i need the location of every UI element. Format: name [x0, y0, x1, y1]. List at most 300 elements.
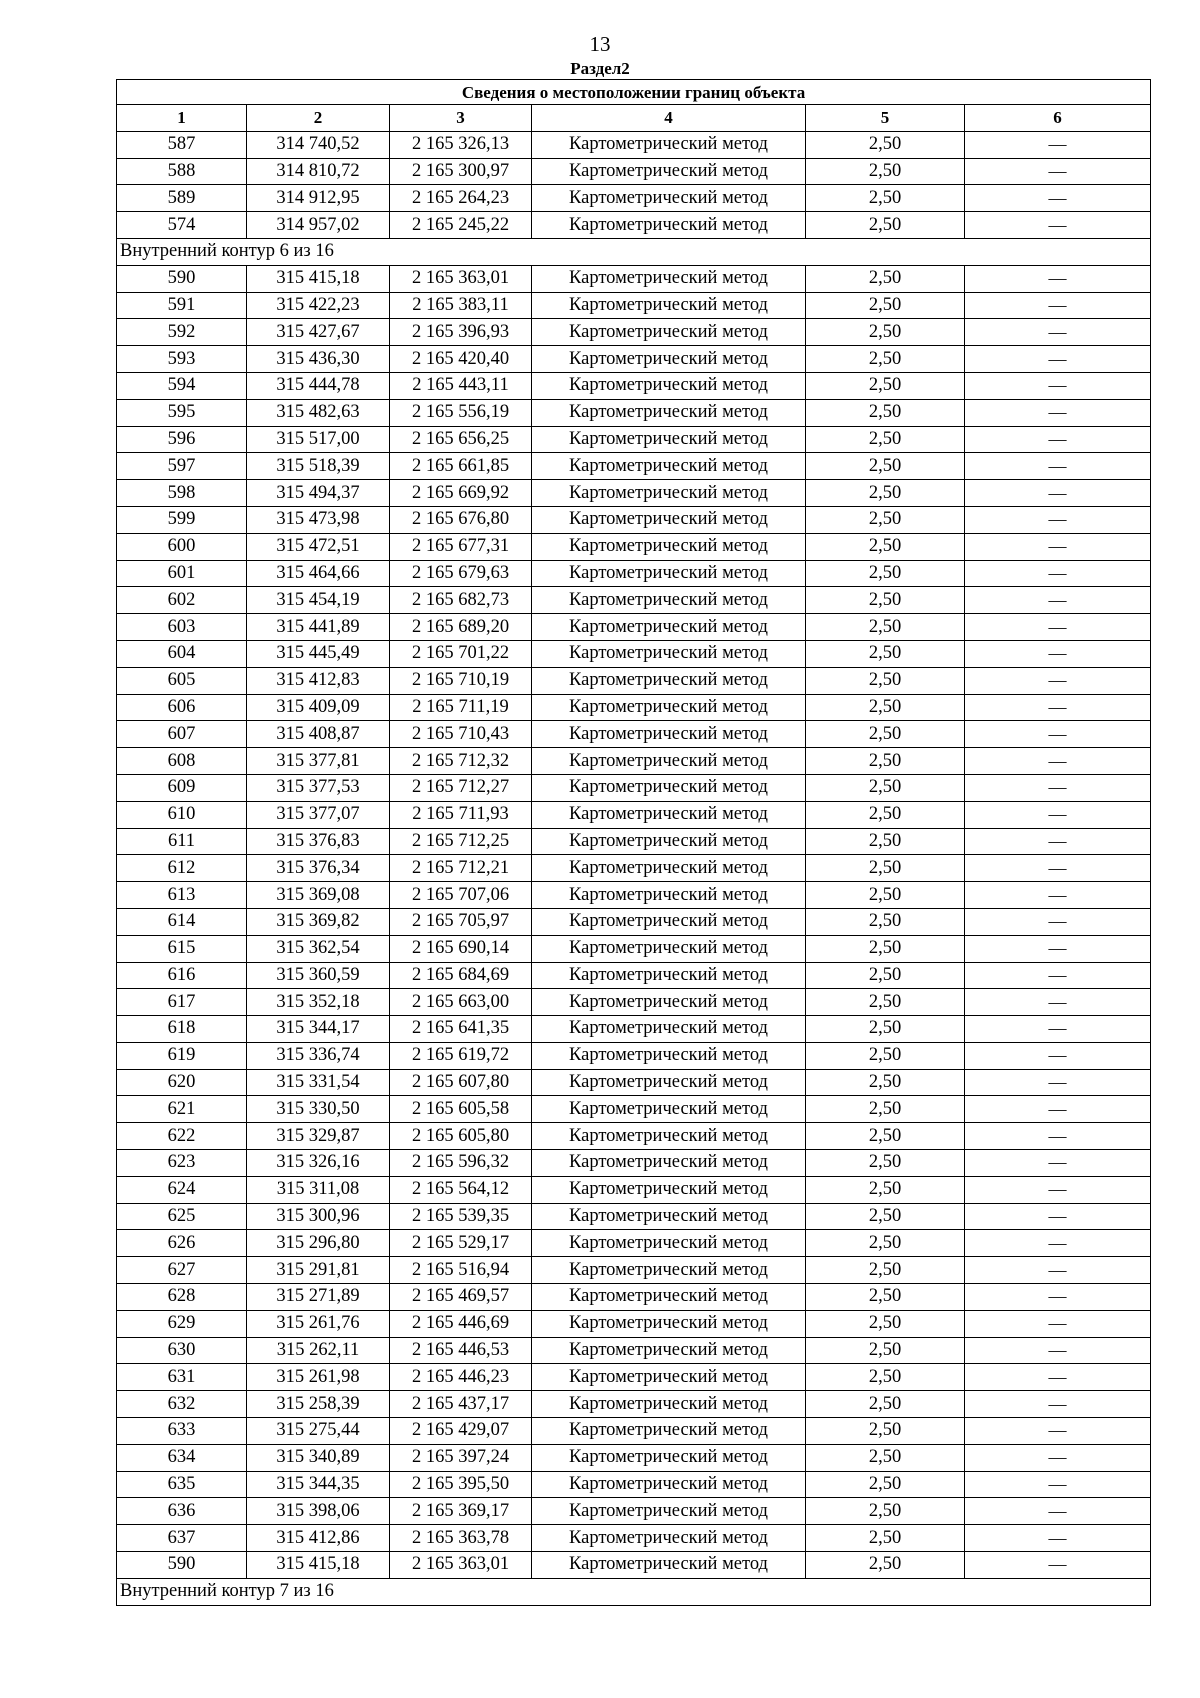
- accuracy-cell: 2,50: [806, 372, 965, 399]
- accuracy-cell: 2,50: [806, 1391, 965, 1418]
- note-cell: —: [965, 748, 1151, 775]
- note-cell: —: [965, 158, 1151, 185]
- note-cell: —: [965, 1552, 1151, 1579]
- column-header: 5: [806, 105, 965, 132]
- point-number-cell: 602: [117, 587, 247, 614]
- note-cell: —: [965, 1284, 1151, 1311]
- method-cell: Картометрический метод: [532, 855, 806, 882]
- accuracy-cell: 2,50: [806, 319, 965, 346]
- accuracy-cell: 2,50: [806, 935, 965, 962]
- accuracy-cell: 2,50: [806, 1176, 965, 1203]
- y-coordinate-cell: 2 165 516,94: [390, 1257, 532, 1284]
- contour-label: Внутренний контур 6 из 16: [117, 238, 1151, 265]
- y-coordinate-cell: 2 165 326,13: [390, 131, 532, 158]
- method-cell: Картометрический метод: [532, 1150, 806, 1177]
- table-row: [117, 1069, 1151, 1096]
- table-row: [117, 614, 1151, 641]
- table-row: [117, 212, 1151, 239]
- x-coordinate-cell: 315 473,98: [247, 506, 390, 533]
- method-cell: Картометрический метод: [532, 506, 806, 533]
- y-coordinate-cell: 2 165 397,24: [390, 1444, 532, 1471]
- table-row: [117, 1230, 1151, 1257]
- accuracy-cell: 2,50: [806, 801, 965, 828]
- point-number-cell: 614: [117, 908, 247, 935]
- y-coordinate-cell: 2 165 363,01: [390, 265, 532, 292]
- column-header: 6: [965, 105, 1151, 132]
- point-number-cell: 599: [117, 506, 247, 533]
- page-number: 13: [589, 32, 611, 56]
- table-row: [117, 1471, 1151, 1498]
- accuracy-cell: 2,50: [806, 828, 965, 855]
- table-row: [117, 480, 1151, 507]
- column-header: 4: [532, 105, 806, 132]
- point-number-cell: 628: [117, 1284, 247, 1311]
- point-number-cell: 603: [117, 614, 247, 641]
- accuracy-cell: 2,50: [806, 292, 965, 319]
- method-cell: Картометрический метод: [532, 1257, 806, 1284]
- y-coordinate-cell: 2 165 264,23: [390, 185, 532, 212]
- x-coordinate-cell: 315 329,87: [247, 1123, 390, 1150]
- y-coordinate-cell: 2 165 689,20: [390, 614, 532, 641]
- y-coordinate-cell: 2 165 707,06: [390, 882, 532, 909]
- method-cell: Картометрический метод: [532, 1123, 806, 1150]
- method-cell: Картометрический метод: [532, 1337, 806, 1364]
- method-cell: Картометрический метод: [532, 748, 806, 775]
- table-row: [117, 399, 1151, 426]
- point-number-cell: 617: [117, 989, 247, 1016]
- method-cell: Картометрический метод: [532, 989, 806, 1016]
- y-coordinate-cell: 2 165 701,22: [390, 640, 532, 667]
- x-coordinate-cell: 315 296,80: [247, 1230, 390, 1257]
- table-row: [117, 1016, 1151, 1043]
- y-coordinate-cell: 2 165 396,93: [390, 319, 532, 346]
- note-cell: —: [965, 962, 1151, 989]
- note-cell: —: [965, 1123, 1151, 1150]
- point-number-cell: 624: [117, 1176, 247, 1203]
- table-row: [117, 801, 1151, 828]
- accuracy-cell: 2,50: [806, 346, 965, 373]
- accuracy-cell: 2,50: [806, 1471, 965, 1498]
- point-number-cell: 629: [117, 1310, 247, 1337]
- column-header: 1: [117, 105, 247, 132]
- y-coordinate-cell: 2 165 690,14: [390, 935, 532, 962]
- note-cell: —: [965, 1498, 1151, 1525]
- note-cell: —: [965, 292, 1151, 319]
- y-coordinate-cell: 2 165 684,69: [390, 962, 532, 989]
- accuracy-cell: 2,50: [806, 185, 965, 212]
- table-row: [117, 774, 1151, 801]
- point-number-cell: 621: [117, 1096, 247, 1123]
- x-coordinate-cell: 315 441,89: [247, 614, 390, 641]
- y-coordinate-cell: 2 165 677,31: [390, 533, 532, 560]
- point-number-cell: 635: [117, 1471, 247, 1498]
- x-coordinate-cell: 315 262,11: [247, 1337, 390, 1364]
- note-cell: —: [965, 185, 1151, 212]
- table-row: [117, 1337, 1151, 1364]
- method-cell: Картометрический метод: [532, 1096, 806, 1123]
- method-cell: Картометрический метод: [532, 533, 806, 560]
- accuracy-cell: 2,50: [806, 265, 965, 292]
- method-cell: Картометрический метод: [532, 1069, 806, 1096]
- note-cell: —: [965, 1176, 1151, 1203]
- method-cell: Картометрический метод: [532, 908, 806, 935]
- note-cell: —: [965, 1203, 1151, 1230]
- accuracy-cell: 2,50: [806, 1364, 965, 1391]
- x-coordinate-cell: 315 412,86: [247, 1525, 390, 1552]
- note-cell: —: [965, 1418, 1151, 1445]
- accuracy-cell: 2,50: [806, 1284, 965, 1311]
- x-coordinate-cell: 315 326,16: [247, 1150, 390, 1177]
- note-cell: —: [965, 1042, 1151, 1069]
- method-cell: Картометрический метод: [532, 292, 806, 319]
- table-row: [117, 748, 1151, 775]
- accuracy-cell: 2,50: [806, 774, 965, 801]
- point-number-cell: 588: [117, 158, 247, 185]
- table-row: [117, 1552, 1151, 1579]
- method-cell: Картометрический метод: [532, 319, 806, 346]
- accuracy-cell: 2,50: [806, 1444, 965, 1471]
- method-cell: Картометрический метод: [532, 962, 806, 989]
- accuracy-cell: 2,50: [806, 1310, 965, 1337]
- table-row: [117, 1096, 1151, 1123]
- note-cell: —: [965, 855, 1151, 882]
- table-row: [117, 667, 1151, 694]
- point-number-cell: 587: [117, 131, 247, 158]
- point-number-cell: 633: [117, 1418, 247, 1445]
- note-cell: —: [965, 506, 1151, 533]
- x-coordinate-cell: 315 412,83: [247, 667, 390, 694]
- x-coordinate-cell: 315 360,59: [247, 962, 390, 989]
- y-coordinate-cell: 2 165 712,32: [390, 748, 532, 775]
- x-coordinate-cell: 315 408,87: [247, 721, 390, 748]
- y-coordinate-cell: 2 165 679,63: [390, 560, 532, 587]
- x-coordinate-cell: 315 482,63: [247, 399, 390, 426]
- x-coordinate-cell: 315 369,82: [247, 908, 390, 935]
- table-row: [117, 587, 1151, 614]
- x-coordinate-cell: 315 445,49: [247, 640, 390, 667]
- note-cell: —: [965, 667, 1151, 694]
- table-row: [117, 1150, 1151, 1177]
- note-cell: —: [965, 426, 1151, 453]
- y-coordinate-cell: 2 165 564,12: [390, 1176, 532, 1203]
- point-number-cell: 600: [117, 533, 247, 560]
- column-header: 3: [390, 105, 532, 132]
- y-coordinate-cell: 2 165 712,21: [390, 855, 532, 882]
- method-cell: Картометрический метод: [532, 640, 806, 667]
- x-coordinate-cell: 315 517,00: [247, 426, 390, 453]
- table-row: [117, 560, 1151, 587]
- accuracy-cell: 2,50: [806, 1096, 965, 1123]
- point-number-cell: 606: [117, 694, 247, 721]
- point-number-cell: 590: [117, 265, 247, 292]
- point-number-cell: 627: [117, 1257, 247, 1284]
- x-coordinate-cell: 315 398,06: [247, 1498, 390, 1525]
- table-row: [117, 935, 1151, 962]
- y-coordinate-cell: 2 165 656,25: [390, 426, 532, 453]
- x-coordinate-cell: 315 291,81: [247, 1257, 390, 1284]
- point-number-cell: 591: [117, 292, 247, 319]
- accuracy-cell: 2,50: [806, 640, 965, 667]
- note-cell: —: [965, 774, 1151, 801]
- method-cell: Картометрический метод: [532, 1364, 806, 1391]
- table-row: [117, 292, 1151, 319]
- x-coordinate-cell: 315 352,18: [247, 989, 390, 1016]
- point-number-cell: 594: [117, 372, 247, 399]
- accuracy-cell: 2,50: [806, 1016, 965, 1043]
- point-number-cell: 592: [117, 319, 247, 346]
- x-coordinate-cell: 315 362,54: [247, 935, 390, 962]
- point-number-cell: 626: [117, 1230, 247, 1257]
- x-coordinate-cell: 315 409,09: [247, 694, 390, 721]
- x-coordinate-cell: 315 376,83: [247, 828, 390, 855]
- method-cell: Картометрический метод: [532, 1471, 806, 1498]
- table-row: [117, 828, 1151, 855]
- table-row: [117, 1310, 1151, 1337]
- section-title: Раздел2: [570, 59, 630, 78]
- y-coordinate-cell: 2 165 682,73: [390, 587, 532, 614]
- x-coordinate-cell: 315 271,89: [247, 1284, 390, 1311]
- x-coordinate-cell: 315 454,19: [247, 587, 390, 614]
- accuracy-cell: 2,50: [806, 1418, 965, 1445]
- y-coordinate-cell: 2 165 446,23: [390, 1364, 532, 1391]
- x-coordinate-cell: 315 376,34: [247, 855, 390, 882]
- note-cell: —: [965, 721, 1151, 748]
- x-coordinate-cell: 314 957,02: [247, 212, 390, 239]
- accuracy-cell: 2,50: [806, 908, 965, 935]
- x-coordinate-cell: 315 377,07: [247, 801, 390, 828]
- note-cell: —: [965, 1310, 1151, 1337]
- y-coordinate-cell: 2 165 605,80: [390, 1123, 532, 1150]
- method-cell: Картометрический метод: [532, 1310, 806, 1337]
- y-coordinate-cell: 2 165 663,00: [390, 989, 532, 1016]
- x-coordinate-cell: 315 330,50: [247, 1096, 390, 1123]
- accuracy-cell: 2,50: [806, 212, 965, 239]
- method-cell: Картометрический метод: [532, 721, 806, 748]
- x-coordinate-cell: 315 261,98: [247, 1364, 390, 1391]
- note-cell: —: [965, 560, 1151, 587]
- point-number-cell: 604: [117, 640, 247, 667]
- note-cell: —: [965, 989, 1151, 1016]
- method-cell: Картометрический метод: [532, 453, 806, 480]
- method-cell: Картометрический метод: [532, 1042, 806, 1069]
- point-number-cell: 636: [117, 1498, 247, 1525]
- method-cell: Картометрический метод: [532, 587, 806, 614]
- note-cell: —: [965, 1230, 1151, 1257]
- accuracy-cell: 2,50: [806, 962, 965, 989]
- y-coordinate-cell: 2 165 641,35: [390, 1016, 532, 1043]
- table-row: [117, 426, 1151, 453]
- note-cell: —: [965, 131, 1151, 158]
- note-cell: —: [965, 882, 1151, 909]
- method-cell: Картометрический метод: [532, 828, 806, 855]
- note-cell: —: [965, 935, 1151, 962]
- x-coordinate-cell: 315 518,39: [247, 453, 390, 480]
- x-coordinate-cell: 315 258,39: [247, 1391, 390, 1418]
- note-cell: —: [965, 1096, 1151, 1123]
- method-cell: Картометрический метод: [532, 1230, 806, 1257]
- accuracy-cell: 2,50: [806, 426, 965, 453]
- method-cell: Картометрический метод: [532, 131, 806, 158]
- accuracy-cell: 2,50: [806, 399, 965, 426]
- point-number-cell: 620: [117, 1069, 247, 1096]
- x-coordinate-cell: 315 427,67: [247, 319, 390, 346]
- x-coordinate-cell: 315 464,66: [247, 560, 390, 587]
- x-coordinate-cell: 314 810,72: [247, 158, 390, 185]
- method-cell: Картометрический метод: [532, 1552, 806, 1579]
- table-row: [117, 131, 1151, 158]
- accuracy-cell: 2,50: [806, 989, 965, 1016]
- point-number-cell: 611: [117, 828, 247, 855]
- note-cell: —: [965, 1150, 1151, 1177]
- table-row: [117, 1176, 1151, 1203]
- method-cell: Картометрический метод: [532, 560, 806, 587]
- note-cell: —: [965, 1016, 1151, 1043]
- y-coordinate-cell: 2 165 469,57: [390, 1284, 532, 1311]
- table-row: [117, 319, 1151, 346]
- contour-label-row: [117, 1578, 1151, 1605]
- note-cell: —: [965, 319, 1151, 346]
- note-cell: —: [965, 614, 1151, 641]
- x-coordinate-cell: 315 336,74: [247, 1042, 390, 1069]
- x-coordinate-cell: 315 344,17: [247, 1016, 390, 1043]
- note-cell: —: [965, 908, 1151, 935]
- point-number-cell: 574: [117, 212, 247, 239]
- note-cell: —: [965, 1364, 1151, 1391]
- contour-label-row: [117, 238, 1151, 265]
- method-cell: Картометрический метод: [532, 426, 806, 453]
- table-row: [117, 1444, 1151, 1471]
- accuracy-cell: 2,50: [806, 1498, 965, 1525]
- point-number-cell: 619: [117, 1042, 247, 1069]
- point-number-cell: 597: [117, 453, 247, 480]
- y-coordinate-cell: 2 165 245,22: [390, 212, 532, 239]
- point-number-cell: 623: [117, 1150, 247, 1177]
- table-title: Сведения о местоположении границ объекта: [117, 80, 1151, 105]
- table-row: [117, 721, 1151, 748]
- table-row: [117, 908, 1151, 935]
- x-coordinate-cell: 315 331,54: [247, 1069, 390, 1096]
- column-header-row: [117, 105, 1151, 132]
- point-number-cell: 593: [117, 346, 247, 373]
- x-coordinate-cell: 315 300,96: [247, 1203, 390, 1230]
- note-cell: —: [965, 1257, 1151, 1284]
- point-number-cell: 590: [117, 1552, 247, 1579]
- method-cell: Картометрический метод: [532, 1391, 806, 1418]
- accuracy-cell: 2,50: [806, 667, 965, 694]
- note-cell: —: [965, 1337, 1151, 1364]
- note-cell: —: [965, 399, 1151, 426]
- method-cell: Картометрический метод: [532, 1176, 806, 1203]
- point-number-cell: 615: [117, 935, 247, 962]
- table-row: [117, 1123, 1151, 1150]
- y-coordinate-cell: 2 165 539,35: [390, 1203, 532, 1230]
- note-cell: —: [965, 533, 1151, 560]
- point-number-cell: 601: [117, 560, 247, 587]
- accuracy-cell: 2,50: [806, 1123, 965, 1150]
- method-cell: Картометрический метод: [532, 1203, 806, 1230]
- method-cell: Картометрический метод: [532, 801, 806, 828]
- accuracy-cell: 2,50: [806, 1150, 965, 1177]
- y-coordinate-cell: 2 165 369,17: [390, 1498, 532, 1525]
- method-cell: Картометрический метод: [532, 1284, 806, 1311]
- boundary-table: [116, 79, 1151, 1606]
- method-cell: Картометрический метод: [532, 667, 806, 694]
- table-body: [117, 131, 1151, 1605]
- y-coordinate-cell: 2 165 710,43: [390, 721, 532, 748]
- accuracy-cell: 2,50: [806, 721, 965, 748]
- table-row: [117, 1042, 1151, 1069]
- x-coordinate-cell: 314 912,95: [247, 185, 390, 212]
- x-coordinate-cell: 315 415,18: [247, 1552, 390, 1579]
- x-coordinate-cell: 314 740,52: [247, 131, 390, 158]
- table-row: [117, 1257, 1151, 1284]
- x-coordinate-cell: 315 472,51: [247, 533, 390, 560]
- x-coordinate-cell: 315 261,76: [247, 1310, 390, 1337]
- point-number-cell: 608: [117, 748, 247, 775]
- table-row: [117, 453, 1151, 480]
- accuracy-cell: 2,50: [806, 506, 965, 533]
- accuracy-cell: 2,50: [806, 1337, 965, 1364]
- note-cell: —: [965, 480, 1151, 507]
- note-cell: —: [965, 640, 1151, 667]
- method-cell: Картометрический метод: [532, 614, 806, 641]
- table-row: [117, 506, 1151, 533]
- note-cell: —: [965, 346, 1151, 373]
- note-cell: —: [965, 828, 1151, 855]
- table-row: [117, 1203, 1151, 1230]
- accuracy-cell: 2,50: [806, 131, 965, 158]
- note-cell: —: [965, 212, 1151, 239]
- method-cell: Картометрический метод: [532, 372, 806, 399]
- x-coordinate-cell: 315 369,08: [247, 882, 390, 909]
- y-coordinate-cell: 2 165 712,25: [390, 828, 532, 855]
- table-row: [117, 1391, 1151, 1418]
- accuracy-cell: 2,50: [806, 587, 965, 614]
- y-coordinate-cell: 2 165 383,11: [390, 292, 532, 319]
- x-coordinate-cell: 315 444,78: [247, 372, 390, 399]
- table-row: [117, 158, 1151, 185]
- note-cell: —: [965, 587, 1151, 614]
- accuracy-cell: 2,50: [806, 560, 965, 587]
- x-coordinate-cell: 315 494,37: [247, 480, 390, 507]
- accuracy-cell: 2,50: [806, 453, 965, 480]
- point-number-cell: 609: [117, 774, 247, 801]
- y-coordinate-cell: 2 165 446,53: [390, 1337, 532, 1364]
- table-title-row: [117, 80, 1151, 105]
- point-number-cell: 612: [117, 855, 247, 882]
- note-cell: —: [965, 694, 1151, 721]
- accuracy-cell: 2,50: [806, 1257, 965, 1284]
- accuracy-cell: 2,50: [806, 533, 965, 560]
- table-row: [117, 1525, 1151, 1552]
- accuracy-cell: 2,50: [806, 1230, 965, 1257]
- note-cell: —: [965, 1525, 1151, 1552]
- note-cell: —: [965, 372, 1151, 399]
- accuracy-cell: 2,50: [806, 855, 965, 882]
- accuracy-cell: 2,50: [806, 1042, 965, 1069]
- note-cell: —: [965, 1391, 1151, 1418]
- y-coordinate-cell: 2 165 711,19: [390, 694, 532, 721]
- y-coordinate-cell: 2 165 676,80: [390, 506, 532, 533]
- accuracy-cell: 2,50: [806, 1203, 965, 1230]
- y-coordinate-cell: 2 165 607,80: [390, 1069, 532, 1096]
- point-number-cell: 610: [117, 801, 247, 828]
- x-coordinate-cell: 315 377,53: [247, 774, 390, 801]
- method-cell: Картометрический метод: [532, 1016, 806, 1043]
- contour-label: Внутренний контур 7 из 16: [117, 1578, 1151, 1605]
- y-coordinate-cell: 2 165 429,07: [390, 1418, 532, 1445]
- y-coordinate-cell: 2 165 661,85: [390, 453, 532, 480]
